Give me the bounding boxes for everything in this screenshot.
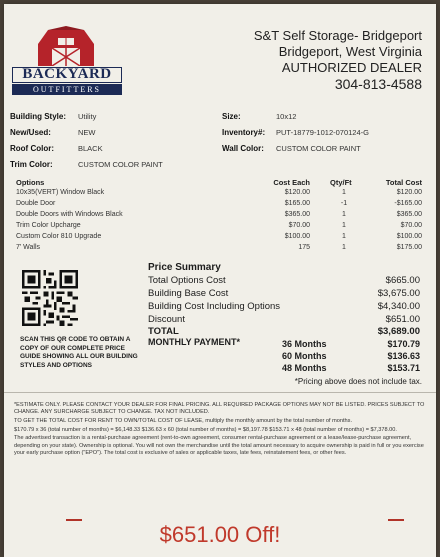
table-row <box>16 222 424 232</box>
tax-note: *Pricing above does not include tax. <box>294 377 422 386</box>
dealer-city: Bridgeport, West Virginia <box>278 44 422 59</box>
option-cost: $100.00 <box>284 233 310 240</box>
option-total: $100.00 <box>396 233 422 240</box>
option-name: Double Doors with Windows Black <box>16 211 123 218</box>
new-used-value: NEW <box>78 128 96 137</box>
summary-row <box>148 288 420 301</box>
option-total: $70.00 <box>400 222 422 229</box>
table-row <box>16 211 424 221</box>
summary-label: TOTAL <box>148 326 179 337</box>
red-mark-left <box>66 519 82 521</box>
wall-color-value: CUSTOM COLOR PAINT <box>276 144 361 153</box>
option-name: 10x35(VERT) Window Black <box>16 189 105 196</box>
dealer-info <box>254 28 422 92</box>
option-total: $120.00 <box>396 189 422 196</box>
divider <box>4 392 436 393</box>
total-cost-header: Total Cost <box>385 178 422 187</box>
logo-wordmark: BACKYARD <box>12 67 122 83</box>
qr-code[interactable] <box>22 270 78 326</box>
new-used-label: New/Used: <box>10 128 51 137</box>
table-row <box>16 244 424 254</box>
summary-value: $3,675.00 <box>377 288 420 299</box>
summary-value: $4,340.00 <box>377 301 420 312</box>
option-cost: $70.00 <box>288 222 310 229</box>
summary-label: Discount <box>148 314 185 325</box>
price-summary-title: Price Summary <box>148 262 221 273</box>
qty-header: Qty/Ft <box>330 178 352 187</box>
price-sheet <box>4 4 436 557</box>
trim-color-label: Trim Color: <box>10 160 53 169</box>
dealer-name: S&T Self Storage- Bridgeport <box>253 28 422 43</box>
option-total: $365.00 <box>396 211 422 218</box>
option-name: 7' Walls <box>16 244 41 251</box>
table-row <box>16 200 424 210</box>
logo-subtitle: OUTFITTERS <box>12 84 122 95</box>
summary-row <box>148 275 420 288</box>
monthly-row <box>282 363 420 376</box>
dealer-phone: 304-813-4588 <box>334 76 422 92</box>
monthly-value: $170.79 <box>387 339 420 349</box>
monthly-term: 36 Months <box>282 339 327 349</box>
option-qty: 1 <box>342 244 346 251</box>
building-style-label: Building Style: <box>10 112 66 121</box>
disclaimer-calculation: $170.79 x 36 (total number of months) = $6,148.33 $136.63 x 60 (total number of months) = $8,197.78 $153.71 x 48 (total number of months) = $7,378.00. <box>14 426 397 433</box>
disclaimer-rental-terms: The advertised transaction is a rental-purchase agreement (rent-to-own agreement, consumer rental-purchase agreement or a lease/lease-purchase agreement, depending on your state). Ownership is optional. You will not own the merchandise until the total amount necessary to acquire ownership is paid in full or you exercise your early purchase option ("EPO"). The total cost is exclusive of sales or applicable taxes, late fees, reinstatement fees, or other fees. <box>14 435 424 456</box>
summary-row <box>148 301 420 314</box>
monthly-term: 48 Months <box>282 363 327 373</box>
size-label: Size: <box>222 112 241 121</box>
option-total: $175.00 <box>396 244 422 251</box>
disclaimer-estimate: *ESTIMATE ONLY. PLEASE CONTACT YOUR DEALER FOR FINAL PRICING. ALL REQUIRED PACKAGE OPTIONS MAY NOT BE LISTED. PRICES SUBJECT TO CHANGE. ANY SURCHARGE SUBJECT TO CHANGE. TAX NOT INCLUDED. <box>14 402 425 416</box>
option-cost: 175 <box>298 244 310 251</box>
qr-instructions: SCAN THIS QR CODE TO OBTAIN A COPY OF OUR COMPLETE PRICE GUIDE SHOWING ALL OUR BUILDING STYLES AND OPTIONS <box>20 336 138 369</box>
option-total: -$165.00 <box>394 200 422 207</box>
summary-value: $3,689.00 <box>377 326 420 337</box>
dealer-status: AUTHORIZED DEALER <box>281 60 422 75</box>
summary-label: Building Base Cost <box>148 288 229 299</box>
option-qty: -1 <box>340 200 348 207</box>
inventory-label: Inventory#: <box>222 128 266 137</box>
monthly-term: 60 Months <box>282 351 327 361</box>
roof-color-value: BLACK <box>78 144 103 153</box>
disclaimer <box>14 402 426 458</box>
monthly-payment-label: MONTHLY PAYMENT* <box>148 337 241 347</box>
option-cost: $365.00 <box>284 211 310 218</box>
red-mark-right <box>388 519 404 521</box>
summary-label: Building Cost Including Options <box>148 301 281 312</box>
summary-label: Total Options Cost <box>148 275 226 286</box>
option-name: Trim Color Upcharge <box>16 222 81 229</box>
options-header: Options <box>16 178 45 187</box>
trim-color-value: CUSTOM COLOR PAINT <box>78 160 163 169</box>
wall-color-label: Wall Color: <box>222 144 264 153</box>
option-qty: 1 <box>342 222 346 229</box>
discount-callout: $651.00 Off! <box>159 522 281 547</box>
monthly-value: $136.63 <box>387 351 420 361</box>
option-name: Custom Color 810 Upgrade <box>16 233 102 240</box>
summary-value: $665.00 <box>385 275 420 286</box>
backyard-outfitters-logo <box>12 26 122 100</box>
table-row <box>16 233 424 243</box>
barn-icon <box>34 26 98 66</box>
cost-each-header: Cost Each <box>273 178 310 187</box>
size-value: 10x12 <box>276 112 297 121</box>
option-name: Double Door <box>16 200 56 207</box>
option-qty: 1 <box>342 211 346 218</box>
inventory-value: PUT-18779-1012-070124-G <box>276 128 369 137</box>
option-qty: 1 <box>342 233 346 240</box>
option-qty: 1 <box>342 189 346 196</box>
disclaimer-total-cost: TO GET THE TOTAL COST FOR RENT TO OWN/TOTAL COST OF LEASE, multiply the monthly amount by the total number of months. <box>14 417 353 424</box>
table-row <box>16 189 424 199</box>
option-cost: $165.00 <box>284 200 310 207</box>
summary-value: $651.00 <box>385 314 420 325</box>
monthly-value: $153.71 <box>387 363 420 373</box>
roof-color-label: Roof Color: <box>10 144 54 153</box>
option-cost: $120.00 <box>284 189 310 196</box>
building-style-value: Utility <box>78 112 97 121</box>
